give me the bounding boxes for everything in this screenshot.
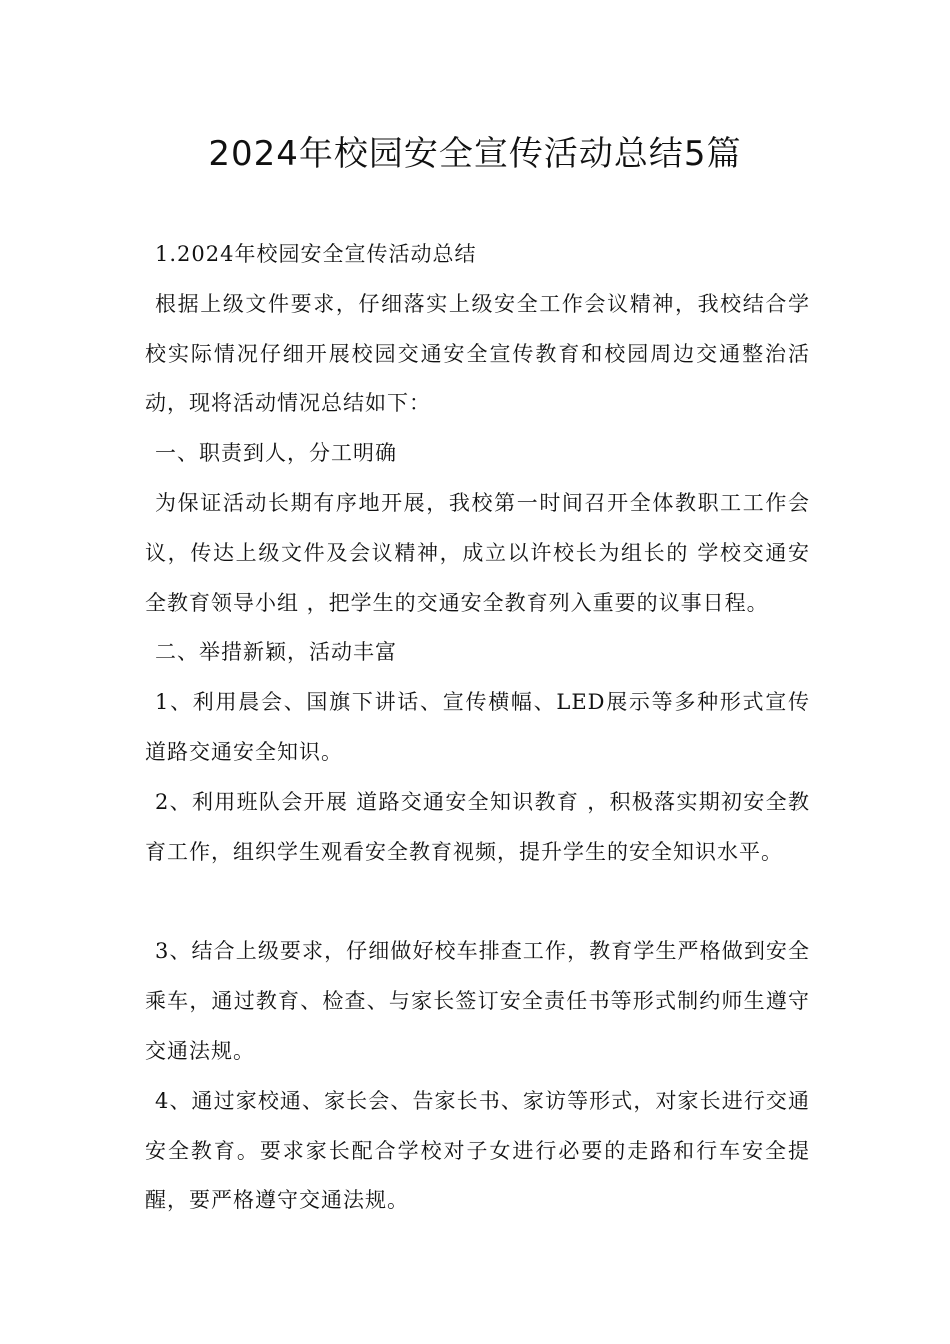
- list-item: 3、结合上级要求，仔细做好校车排查工作，教育学生严格做到安全乘车，通过教育、检查、与家长签订安全责任书等形式制约师生遵守交通法规。: [145, 939, 810, 1063]
- list-item: 2、利用班队会开展 道路交通安全知识教育 ，积极落实期初安全教育工作，组织学生观看安全教育视频，提升学生的安全知识水平。: [145, 789, 810, 864]
- list-item: 1、利用晨会、国旗下讲话、宣传横幅、LED展示等多种形式宣传道路交通安全知识。: [145, 690, 810, 764]
- list-item: 4、通过家校通、家长会、告家长书、家访等形式，对家长进行交通安全教育。要求家长配合学校对子女进行必要的走路和行车安全提醒，要严格遵守交通法规。: [145, 1088, 810, 1213]
- document-title: 2024年校园安全宣传活动总结5篇: [208, 134, 742, 174]
- paragraph: 为保证活动长期有序地开展，我校第一时间召开全体教职工工作会议，传达上级文件及会议精神，成立以许校长为组长的 学校交通安全教育领导小组 ，把学生的交通安全教育列入重要的议事日程。: [145, 490, 810, 615]
- subheading: 一、职责到人，分工明确: [155, 441, 397, 466]
- paragraph: 根据上级文件要求，仔细落实上级安全工作会议精神，我校结合学校实际情况仔细开展校园交通安全宣传教育和校园周边交通整治活动，现将活动情况总结如下：: [145, 291, 810, 416]
- subheading: 二、举措新颖，活动丰富: [155, 640, 397, 665]
- section-heading: 1.2024年校园安全宣传活动总结: [155, 242, 477, 266]
- document-body: [145, 230, 810, 1226]
